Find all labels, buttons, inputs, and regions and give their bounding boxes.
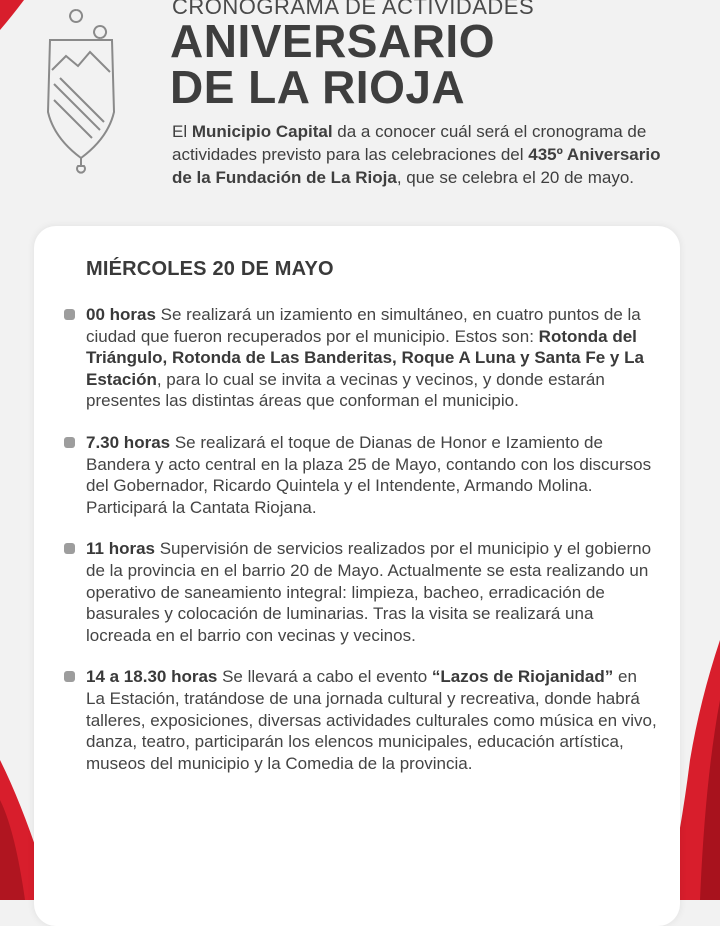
entry-text: Se realizará el toque de Dianas de Honor e Izamiento de Bandera y acto central en la plaza 25 de Mayo, contando con los discursos del Gobernador, Ricardo Quintela y el Intendente, Armando Molina. Participará la Cantata Riojana. — [86, 432, 652, 517]
bullet-icon — [64, 671, 75, 682]
entry-text: Se realizará un izamiento en simultáneo, en cuatro puntos de la ciudad que fueron recuperados por el municipio. Estos son: — [86, 305, 641, 346]
list-item — [64, 304, 660, 412]
header-kicker: CRONOGRAMA DE ACTIVIDADES — [172, 0, 535, 19]
intro-text-1: El — [172, 122, 192, 141]
title-line-1: ANIVERSARIO — [170, 15, 495, 67]
entry-text: en La Estación, tratándose de una jornada cultural y recreativa, donde habrá talleres, exposiciones, diversas actividades culturales como música en vivo, danza, teatro, participarán los elencos municipales, educación artística, museos del municipio y la Comedia de la provincia. — [86, 667, 657, 773]
bullet-icon — [64, 309, 75, 320]
entry-text: Supervisión de servicios realizados por el municipio y el gobierno de la provincia en el barrio 20 de Mayo. Actualmente se esta realizando un operativo de saneamiento integral: limpieza, bacheo, erradicación de basurales y colocación de luminarias. Tras la visita se realizará una locreada en el barrio con vecinas y vecinos. — [86, 539, 652, 645]
title-line-2: DE LA RIOJA — [170, 61, 466, 113]
entry-text: , para lo cual se invita a vecinas y vecinos, y donde estarán presentes las distintas áreas que conforman el municipio. — [86, 369, 605, 411]
list-item — [64, 666, 660, 774]
schedule-card — [34, 226, 680, 926]
intro-bold-1: Municipio Capital — [191, 122, 333, 141]
bullet-icon — [64, 437, 75, 448]
page-title — [170, 15, 495, 113]
entry-text: Se llevará a cabo el evento — [217, 667, 432, 687]
coat-of-arms-icon — [38, 8, 124, 178]
intro-bold-2: 435º Aniversario de la Fundación de La Rioja — [172, 145, 661, 187]
intro-text-3: , que se celebra el 20 de mayo. — [396, 168, 635, 187]
intro-text-2: da a conocer cuál será el cronograma de actividades previsto para las celebraciones del — [172, 122, 647, 164]
entry-time: 7.30 horas — [86, 432, 171, 452]
bullet-icon — [64, 543, 75, 554]
intro-paragraph — [172, 120, 672, 189]
day-title: MIÉRCOLES 20 DE MAYO — [86, 258, 334, 280]
list-item — [64, 538, 660, 646]
entry-highlight: “Lazos de Riojanidad” — [431, 667, 614, 687]
list-item — [64, 432, 660, 518]
schedule-list — [64, 304, 660, 794]
entry-highlight: Rotonda del Triángulo, Rotonda de Las Banderitas, Roque A Luna y Santa Fe y La Estación — [86, 326, 644, 389]
entry-time: 14 a 18.30 horas — [86, 667, 218, 687]
entry-time: 00 horas — [86, 305, 156, 324]
entry-time: 11 horas — [86, 539, 155, 559]
